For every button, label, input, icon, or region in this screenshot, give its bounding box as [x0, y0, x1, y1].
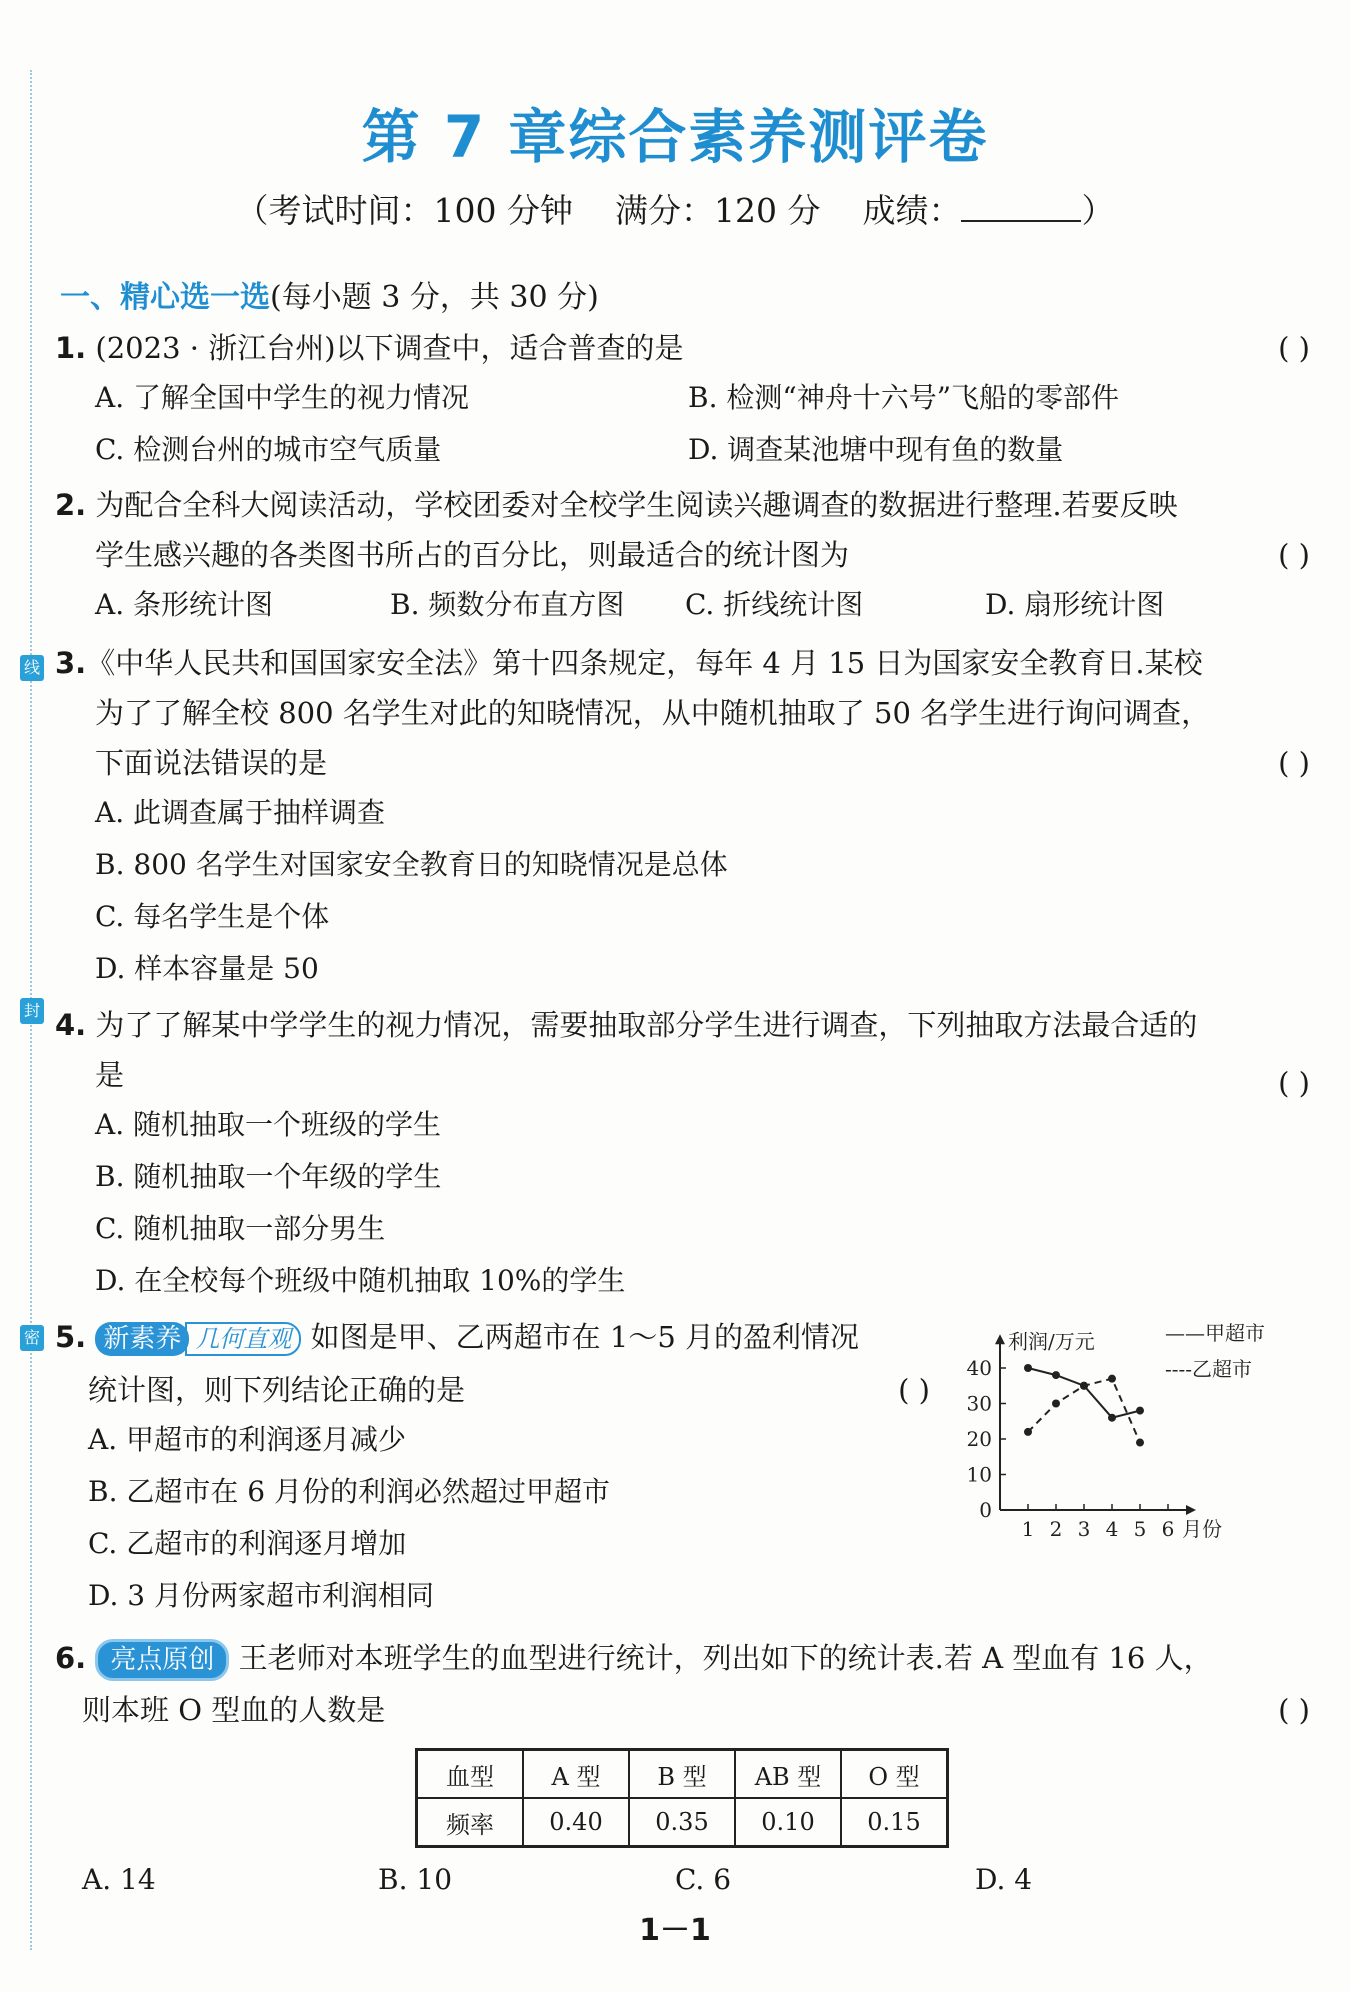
question-stem-line2: 统计图，则下列结论正确的是	[88, 1373, 466, 1407]
q6-option-d[interactable]: D. 4	[975, 1863, 1033, 1896]
question-stem-line2: 学生感兴趣的各类图书所占的百分比，则最适合的统计图为	[95, 538, 850, 572]
blood-type-table	[415, 1748, 949, 1848]
table-cell: 0.10	[735, 1798, 841, 1847]
exam-info	[0, 185, 1350, 232]
x-tick-label: 1	[1021, 1517, 1035, 1541]
table-cell: O 型	[841, 1750, 948, 1799]
q4-option-b[interactable]: B. 随机抽取一个年级的学生	[95, 1160, 442, 1193]
table-cell: AB 型	[735, 1750, 841, 1799]
series-2-point	[1052, 1400, 1060, 1408]
question-stem-line1: 王老师对本班学生的血型进行统计，列出如下的统计表.若 A 型血有 16 人，	[238, 1641, 1213, 1675]
margin-tag-mi: 密	[20, 1325, 44, 1351]
page-number: 1－1	[639, 1913, 711, 1948]
question-5	[55, 1317, 940, 1357]
exam-full-score: 满分：120 分	[615, 191, 821, 230]
q6-option-a[interactable]: A. 14	[82, 1863, 156, 1896]
q6-option-b[interactable]: B. 10	[378, 1863, 453, 1896]
answer-paren[interactable]: ( )	[1278, 1693, 1310, 1727]
question-stem-line3: 下面说法错误的是	[95, 746, 328, 780]
original-highlight-badge: 亮点原创	[95, 1639, 229, 1681]
q3-option-c[interactable]: C. 每名学生是个体	[95, 900, 330, 933]
y-tick-label: 0	[979, 1498, 992, 1522]
section-title: 一、精心选一选	[60, 280, 270, 315]
x-axis-arrow	[1186, 1505, 1196, 1515]
q5-option-b[interactable]: B. 乙超市在 6 月份的利润必然超过甲超市	[88, 1475, 610, 1508]
q6-option-c[interactable]: C. 6	[675, 1863, 732, 1896]
q1-option-a[interactable]: A. 了解全国中学生的视力情况	[95, 381, 470, 414]
question-3-line3	[95, 743, 1310, 783]
question-3	[55, 643, 1310, 683]
exam-grade-label: 成绩：	[862, 191, 962, 230]
question-4-line2: 是	[95, 1058, 125, 1092]
exam-time: （考试时间：100 分钟	[235, 191, 574, 230]
series-2-point	[1136, 1439, 1144, 1447]
q3-option-b[interactable]: B. 800 名学生对国家安全教育日的知晓情况是总体	[95, 848, 728, 881]
table-cell: 0.35	[629, 1798, 735, 1847]
question-number: 5.	[55, 1320, 87, 1354]
question-stem: (2023 · 浙江台州)以下调查中，适合普查的是	[95, 331, 684, 365]
series-1-point	[1108, 1414, 1116, 1422]
question-number: 4.	[55, 1008, 87, 1042]
y-tick-label: 40	[966, 1356, 992, 1380]
series-line-1	[1028, 1368, 1140, 1418]
answer-paren[interactable]: ( )	[1278, 746, 1310, 780]
page-title: 第 7 章综合素养测评卷	[361, 103, 989, 171]
question-stem-line1: 为配合全科大阅读活动，学校团委对全校学生阅读兴趣调查的数据进行整理.若要反映	[95, 488, 1178, 522]
q4-option-d[interactable]: D. 在全校每个班级中随机抽取 10%的学生	[95, 1264, 626, 1297]
new-literacy-badge: 新素养	[95, 1322, 189, 1356]
question-number: 1.	[55, 331, 87, 365]
question-stem-line1: 如图是甲、乙两超市在 1～5 月的盈利情况	[310, 1320, 859, 1354]
q2-option-a[interactable]: A. 条形统计图	[95, 588, 274, 621]
series-2-point	[1108, 1375, 1116, 1383]
margin-tag-feng: 封	[20, 998, 44, 1024]
profit-line-chart	[950, 1310, 1320, 1560]
question-2-line2	[95, 535, 1310, 575]
q5-option-d[interactable]: D. 3 月份两家超市利润相同	[88, 1579, 434, 1612]
series-1-point	[1024, 1364, 1032, 1372]
q4-option-c[interactable]: C. 随机抽取一部分男生	[95, 1212, 386, 1245]
x-tick-label: 3	[1077, 1517, 1091, 1541]
q5-option-c[interactable]: C. 乙超市的利润逐月增加	[88, 1527, 407, 1560]
margin-tag-xian: 线	[20, 655, 44, 681]
question-number: 2.	[55, 488, 87, 522]
series-1-point	[1052, 1371, 1060, 1379]
section-note: (每小题 3 分，共 30 分)	[270, 280, 599, 315]
y-axis-label: 利润/万元	[1008, 1329, 1095, 1354]
table-cell: 0.15	[841, 1798, 948, 1847]
q3-option-d[interactable]: D. 样本容量是 50	[95, 952, 319, 985]
q4-option-a[interactable]: A. 随机抽取一个班级的学生	[95, 1108, 442, 1141]
y-tick-label: 10	[966, 1462, 992, 1487]
answer-paren[interactable]: ( )	[1278, 538, 1310, 572]
x-tick-label: 4	[1105, 1517, 1119, 1541]
x-tick-label: 5	[1133, 1517, 1147, 1541]
question-5-line2	[88, 1370, 930, 1410]
question-6	[55, 1638, 1310, 1681]
section-heading	[60, 272, 599, 316]
y-tick-label: 20	[966, 1427, 992, 1451]
q1-option-b[interactable]: B. 检测“神舟十六号”飞船的零部件	[688, 381, 1120, 414]
q3-option-a[interactable]: A. 此调查属于抽样调查	[95, 796, 386, 829]
legend-entry: ——甲超市	[1165, 1321, 1265, 1345]
table-cell: 血型	[417, 1750, 524, 1799]
question-1	[55, 328, 1310, 368]
question-stem-line1: 《中华人民共和国国家安全法》第十四条规定，每年 4 月 15 日为国家安全教育日.某校	[86, 646, 1203, 680]
table-cell: 0.40	[523, 1798, 629, 1847]
table-cell: 频率	[417, 1798, 524, 1847]
question-stem-line1: 为了了解某中学学生的视力情况，需要抽取部分学生进行调查，下列抽取方法最合适的	[95, 1008, 1198, 1042]
question-4	[55, 1005, 1310, 1045]
question-number: 6.	[55, 1641, 87, 1675]
series-2-point	[1080, 1382, 1088, 1390]
exam-info-close: ）	[1081, 191, 1115, 230]
series-1-point	[1136, 1407, 1144, 1415]
q2-option-c[interactable]: C. 折线统计图	[685, 588, 864, 621]
q1-option-c[interactable]: C. 检测台州的城市空气质量	[95, 433, 442, 466]
q2-option-b[interactable]: B. 频数分布直方图	[390, 588, 625, 621]
grade-blank[interactable]	[961, 192, 1081, 222]
answer-paren[interactable]: ( )	[1278, 1066, 1310, 1100]
answer-paren[interactable]: ( )	[1278, 331, 1310, 365]
answer-paren[interactable]: ( )	[898, 1373, 930, 1407]
x-tick-label: 2	[1049, 1517, 1063, 1541]
table-header-row	[417, 1750, 948, 1799]
question-stem-line2: 则本班 O 型血的人数是	[82, 1693, 386, 1727]
q2-option-d[interactable]: D. 扇形统计图	[985, 588, 1165, 621]
table-cell: B 型	[629, 1750, 735, 1799]
q1-option-d[interactable]: D. 调查某池塘中现有鱼的数量	[688, 433, 1064, 466]
q5-option-a[interactable]: A. 甲超市的利润逐月减少	[88, 1423, 407, 1456]
question-2	[55, 485, 1310, 525]
legend-entry: ----乙超市	[1165, 1357, 1253, 1381]
x-axis-label: 月份	[1182, 1517, 1222, 1541]
table-row	[417, 1798, 948, 1847]
geometry-intuition-badge: 几何直观	[185, 1322, 301, 1356]
x-tick-label: 6	[1161, 1517, 1175, 1541]
question-number: 3.	[55, 646, 87, 680]
y-tick-label: 30	[966, 1391, 992, 1416]
question-3-line2: 为了了解全校 800 名学生对此的知晓情况，从中随机抽取了 50 名学生进行询问调查，	[95, 696, 1211, 730]
series-2-point	[1024, 1428, 1032, 1436]
question-6-line2	[82, 1690, 1310, 1730]
table-cell: A 型	[523, 1750, 629, 1799]
y-axis-arrow	[995, 1334, 1005, 1344]
